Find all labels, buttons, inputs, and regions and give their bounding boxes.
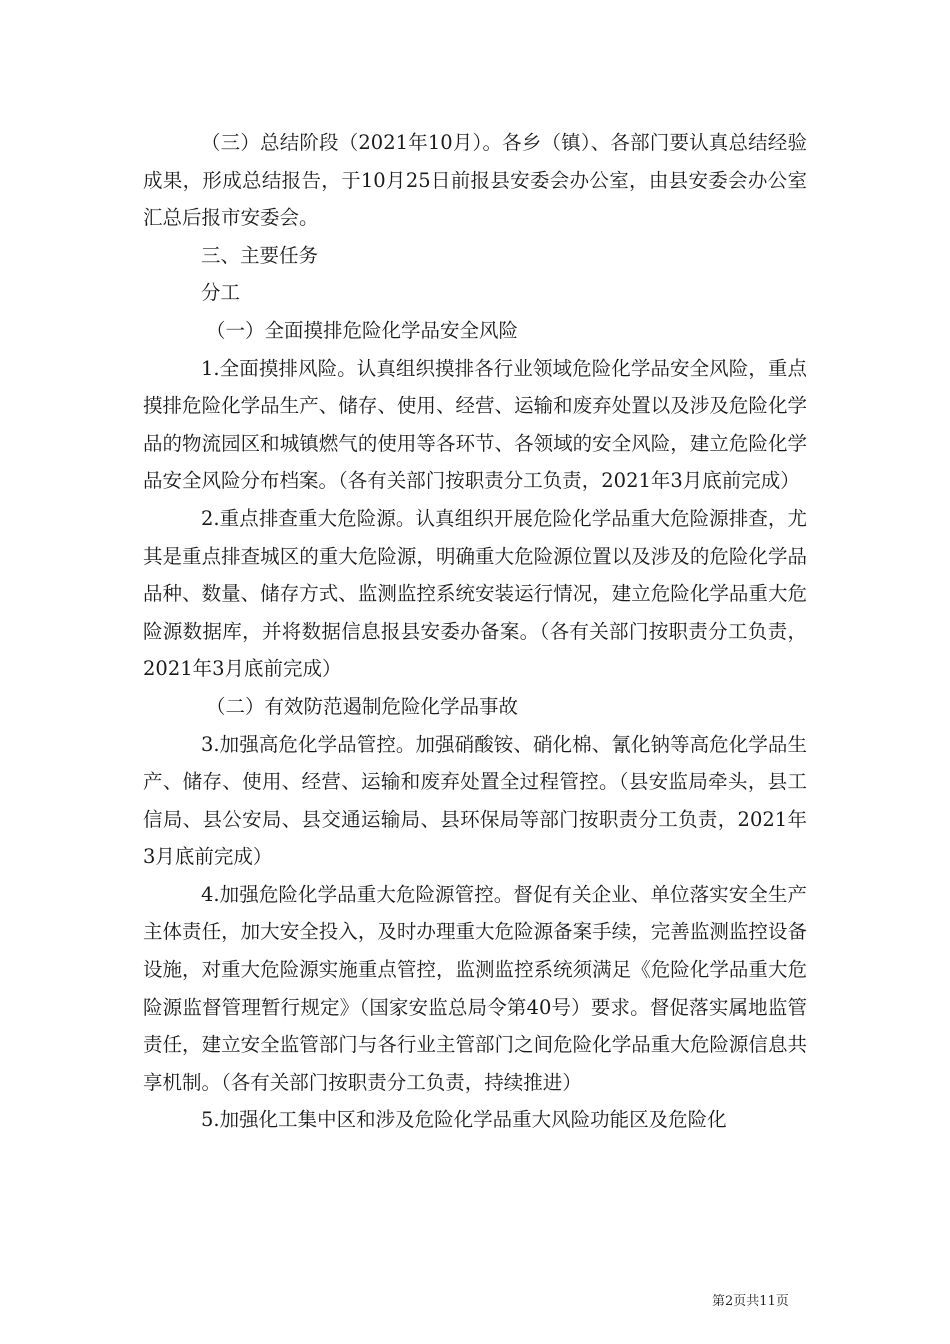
- paragraph-6: 2.重点排查重大危险源。认真组织开展危险化学品重大危险源排查，尤其是重点排查城区的重大危险源，明确重大危险源位置以及涉及的危险化学品品种、数量、储存方式、监测监控系统安装运行情况，建立危险化学品重大危险源数据库，并将数据信息报县安委办备案。（各有关部门按职责分工负责，2021年3月底前完成）: [143, 506, 807, 681]
- paragraph-8: 3.加强高危化学品管控。加强硝酸铵、硝化棉、氰化钠等高危化学品生产、储存、使用、经营、运输和废弃处置全过程管控。（县安监局牵头，县工信局、县公安局、县交通运输局、县环保局等部门按职责分工负责，2021年3月底前完成）: [143, 732, 807, 869]
- paragraph-7: （二）有效防范遏制危险化学品事故: [206, 694, 519, 718]
- document-body: [143, 124, 807, 1139]
- paragraph-5: 1.全面摸排风险。认真组织摸排各行业领域危险化学品安全风险，重点摸排危险化学品生产、储存、使用、经营、运输和废弃处置以及涉及危险化学品的物流园区和城镇燃气的使用等各环节、各领域的安全风险，建立危险化学品安全风险分布档案。（各有关部门按职责分工负责，2021年3月底前完成）: [143, 356, 807, 493]
- page-number-footer: 第2页共11页: [712, 1294, 789, 1309]
- paragraph-9: 4.加强危险化学品重大危险源管控。督促有关企业、单位落实安全生产主体责任，加大安全投入，及时办理重大危险源备案手续，完善监测监控设备设施，对重大危险源实施重点管控，监测监控系统须满足《危险化学品重大危险源监督管理暂行规定》（国家安监总局令第40号）要求。督促落实属地监管责任，建立安全监管部门与各行业主管部门之间危险化学品重大危险源信息共享机制。（各有关部门按职责分工负责，持续推进）: [143, 882, 807, 1094]
- paragraph-3: 分工: [201, 281, 241, 305]
- paragraph-10: 5.加强化工集中区和涉及危险化学品重大风险功能区及危险化: [201, 1108, 727, 1132]
- paragraph-1: （三）总结阶段（2021年10月）。各乡（镇）、各部门要认真总结经验成果，形成总结报告，于10月25日前报县安委会办公室，由县安委会办公室汇总后报市安委会。: [143, 131, 807, 230]
- paragraph-2: 三、主要任务: [201, 243, 319, 267]
- paragraph-4: （一）全面摸排危险化学品安全风险: [206, 318, 519, 342]
